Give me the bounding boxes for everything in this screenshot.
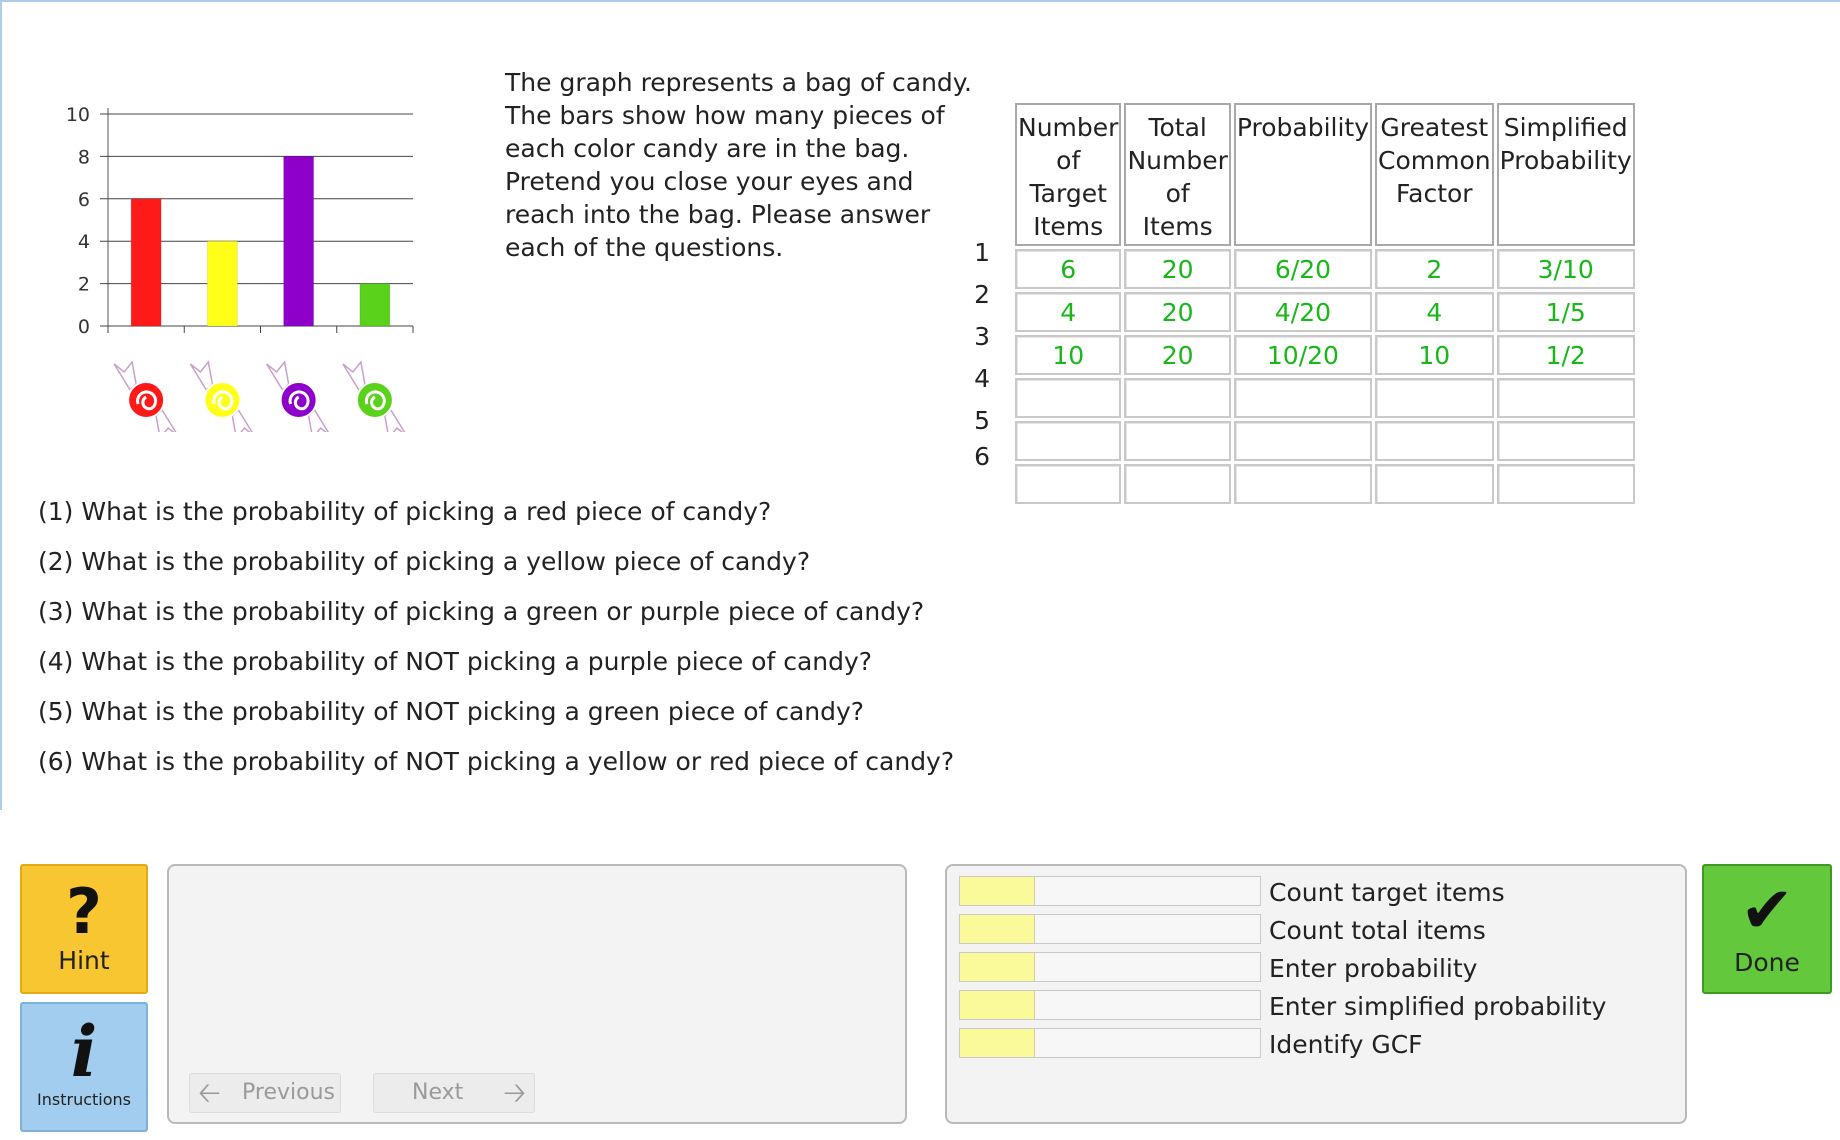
- progress-fill: [960, 1029, 1035, 1057]
- table-header-row: [1015, 103, 1635, 246]
- y-tick-label: 0: [77, 316, 90, 338]
- progress-label: Enter simplified probability: [1269, 992, 1607, 1021]
- arrow-left-icon: 🡠: [198, 1076, 221, 1109]
- cell-simplified[interactable]: [1497, 378, 1635, 418]
- candy-wrapper-left: [343, 362, 365, 390]
- cell-gcf[interactable]: 10: [1375, 335, 1494, 375]
- progress-bar: [959, 952, 1261, 982]
- cell-target-items[interactable]: 10: [1015, 335, 1121, 375]
- progress-label: Enter probability: [1269, 954, 1478, 983]
- candy-ball: [281, 382, 317, 418]
- cell-target-items[interactable]: [1015, 421, 1121, 461]
- cell-total-items[interactable]: [1124, 378, 1230, 418]
- y-tick-label: 10: [65, 104, 90, 126]
- cell-simplified[interactable]: 1/2: [1497, 335, 1635, 375]
- cell-probability[interactable]: [1234, 378, 1372, 418]
- previous-label: Previous: [242, 1080, 335, 1105]
- previous-button[interactable]: [189, 1073, 341, 1113]
- progress-label: Identify GCF: [1269, 1030, 1423, 1059]
- instructions-button[interactable]: [20, 1002, 148, 1132]
- cell-total-items[interactable]: 20: [1124, 292, 1230, 332]
- cell-probability[interactable]: 6/20: [1234, 249, 1372, 289]
- question-1: (1) What is the probability of picking a red piece of candy?: [38, 497, 772, 526]
- progress-bar: [959, 1028, 1261, 1058]
- cell-total-items[interactable]: 20: [1124, 249, 1230, 289]
- window-top-border: [0, 0, 1840, 2]
- hint-panel: [167, 864, 907, 1124]
- bar: [360, 284, 390, 326]
- y-tick-label: 8: [77, 146, 90, 169]
- header-gcf: Greatest Common Factor: [1375, 103, 1494, 246]
- next-button[interactable]: [373, 1073, 535, 1113]
- candy-wrapper-left: [267, 362, 289, 390]
- question-2: (2) What is the probability of picking a yellow piece of candy?: [38, 547, 811, 576]
- chart-y-ticks: [66, 104, 90, 338]
- question-mark-icon: ?: [66, 875, 102, 948]
- answer-table: [1012, 100, 1638, 507]
- row-number: 1: [974, 238, 990, 267]
- progress-bar: [959, 876, 1261, 906]
- table-row: [1015, 335, 1635, 375]
- problem-intro: The graph represents a bag of candy. The bars show how many pieces of each color candy are in the bag. Pretend you close your eyes and reach into the bag. Please answer each of the questions.: [505, 68, 972, 262]
- cell-gcf[interactable]: 2: [1375, 249, 1494, 289]
- window-left-border: [0, 0, 2, 810]
- candy-wrapper-left: [190, 362, 212, 390]
- bar: [131, 199, 161, 326]
- cell-probability[interactable]: [1234, 421, 1372, 461]
- cell-probability[interactable]: [1234, 464, 1372, 504]
- row-number: 4: [974, 364, 990, 393]
- cell-gcf[interactable]: [1375, 421, 1494, 461]
- table-row: [1015, 464, 1635, 504]
- arrow-right-icon: 🡢: [503, 1076, 526, 1109]
- chart-candy-icons: [114, 362, 407, 432]
- y-tick-label: 2: [77, 273, 90, 296]
- cell-probability[interactable]: 4/20: [1234, 292, 1372, 332]
- candy-ball: [128, 382, 164, 418]
- cell-target-items[interactable]: [1015, 378, 1121, 418]
- progress-item: [959, 1028, 1840, 1058]
- candy-ball: [204, 382, 240, 418]
- candy-icon: [267, 362, 331, 432]
- table-row: [1015, 292, 1635, 332]
- hint-button[interactable]: [20, 864, 148, 994]
- progress-bar: [959, 914, 1261, 944]
- cell-probability[interactable]: 10/20: [1234, 335, 1372, 375]
- header-target-items: Number of Target Items: [1015, 103, 1121, 246]
- bar: [284, 156, 314, 326]
- header-total-items: Total Number of Items: [1124, 103, 1230, 246]
- next-label: Next: [412, 1080, 464, 1105]
- progress-fill: [960, 877, 1035, 905]
- candy-wrapper-left: [114, 362, 136, 390]
- candy-icon: [343, 362, 407, 432]
- candy-ball: [357, 382, 393, 418]
- info-icon: i: [70, 1010, 98, 1093]
- cell-target-items[interactable]: [1015, 464, 1121, 504]
- question-3: (3) What is the probability of picking a green or purple piece of candy?: [38, 597, 925, 626]
- cell-gcf[interactable]: 4: [1375, 292, 1494, 332]
- done-button[interactable]: [1702, 864, 1832, 994]
- instructions-label: Instructions: [37, 1090, 131, 1109]
- progress-bar: [959, 990, 1261, 1020]
- progress-fill: [960, 915, 1035, 943]
- candy-icon: [114, 362, 178, 432]
- question-4: (4) What is the probability of NOT picking a purple piece of candy?: [38, 647, 873, 676]
- y-tick-label: 4: [77, 231, 90, 254]
- y-tick-label: 6: [77, 188, 90, 211]
- cell-total-items[interactable]: [1124, 464, 1230, 504]
- question-6: (6) What is the probability of NOT picking a yellow or red piece of candy?: [38, 747, 955, 776]
- done-label: Done: [1734, 948, 1800, 977]
- row-number: 3: [974, 322, 990, 351]
- hint-label: Hint: [58, 946, 110, 975]
- progress-fill: [960, 953, 1035, 981]
- progress-label: Count target items: [1269, 878, 1505, 907]
- header-simplified: Simplified Probability: [1497, 103, 1635, 246]
- cell-target-items[interactable]: 6: [1015, 249, 1121, 289]
- question-list: [38, 494, 954, 794]
- cell-total-items[interactable]: [1124, 421, 1230, 461]
- bar: [207, 241, 237, 326]
- cell-gcf[interactable]: [1375, 464, 1494, 504]
- table-row: [1015, 378, 1635, 418]
- cell-simplified[interactable]: [1497, 464, 1635, 504]
- table-row: [1015, 249, 1635, 289]
- progress-panel: [945, 864, 1687, 1124]
- header-probability: Probability: [1234, 103, 1372, 246]
- row-number: 6: [974, 442, 990, 471]
- cell-simplified[interactable]: 3/10: [1497, 249, 1635, 289]
- table-row: [1015, 421, 1635, 461]
- row-number: 5: [974, 406, 990, 435]
- progress-item: [959, 990, 1840, 1020]
- candy-icon: [190, 362, 254, 432]
- cell-simplified[interactable]: 1/5: [1497, 292, 1635, 332]
- cell-simplified[interactable]: [1497, 421, 1635, 461]
- progress-fill: [960, 991, 1035, 1019]
- progress-label: Count total items: [1269, 916, 1486, 945]
- cell-gcf[interactable]: [1375, 378, 1494, 418]
- candy-bar-chart: [38, 92, 418, 432]
- row-number: 2: [974, 280, 990, 309]
- question-5: (5) What is the probability of NOT picking a green piece of candy?: [38, 697, 865, 726]
- cell-target-items[interactable]: 4: [1015, 292, 1121, 332]
- cell-total-items[interactable]: 20: [1124, 335, 1230, 375]
- checkmark-icon: ✔: [1740, 874, 1794, 948]
